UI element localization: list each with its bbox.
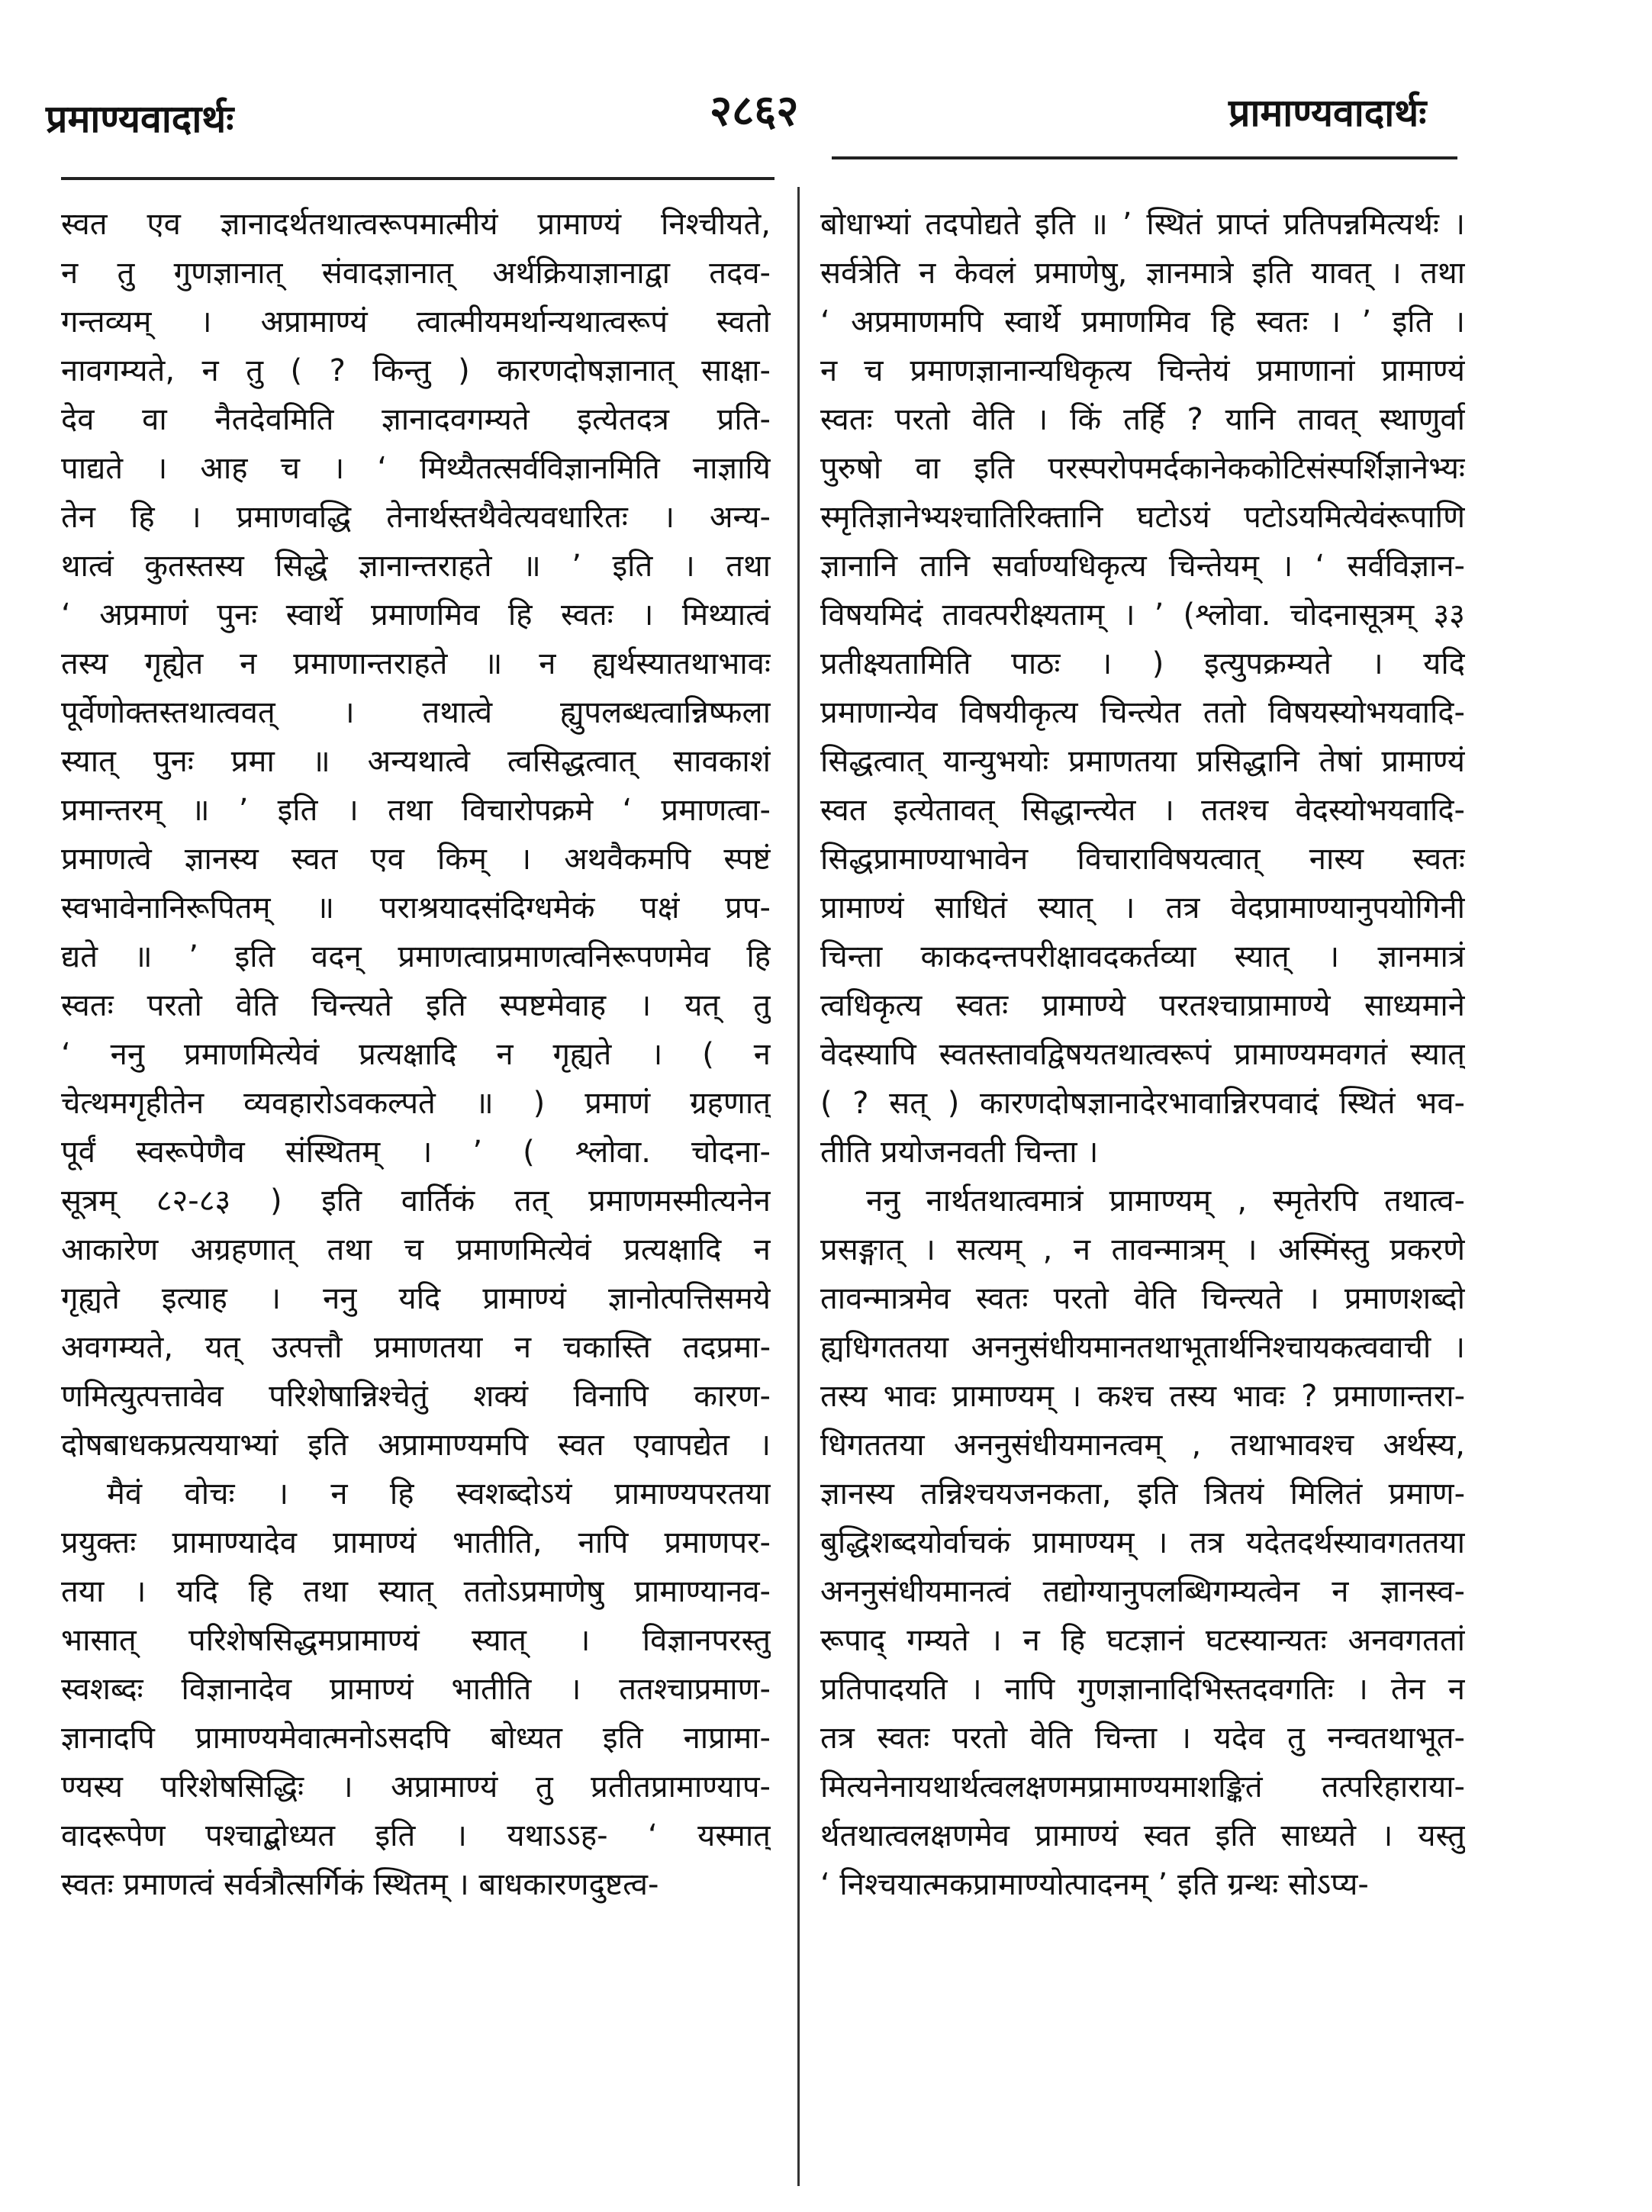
text-line: प्रमाणान्येव विषयीकृत्य चिन्त्येत ततो विषयस्योभयवादि- — [820, 695, 1465, 730]
text-line: तत्र स्वतः परतो वेति चिन्ता । यदेव तु नन्वतथाभूत- — [820, 1721, 1465, 1756]
text-line: स्वशब्दः विज्ञानादेव प्रामाण्यं भातीति । ततश्चाप्रमाण- — [61, 1672, 771, 1707]
text-line: न च प्रमाणज्ञानान्यधिकृत्य चिन्तेयं प्रमाणानां प्रामाण्यं — [820, 353, 1465, 388]
page-header — [0, 0, 1652, 160]
text-line: ननु नार्थतथात्वमात्रं प्रामाण्यम् , स्मृतेरपि तथात्व- — [866, 1183, 1465, 1219]
text-line: स्यात् पुनः प्रमा ॥ अन्यथात्वे त्वसिद्धत्वात् सावकाशं — [61, 744, 771, 779]
text-line: गन्तव्यम् । अप्रामाण्यं त्वात्मीयमर्थान्यथात्वरूपं स्वतो — [61, 304, 771, 340]
text-line: तावन्मात्रमेव स्वतः परतो वेति चिन्त्यते । प्रमाणशब्दो — [820, 1281, 1465, 1316]
text-line: स्वभावेनानिरूपितम् ॥ पराश्रयादसंदिग्धमेकं पक्षं प्रप- — [61, 890, 771, 926]
text-line: तस्य भावः प्रामाण्यम् । कश्च तस्य भावः ? प्रमाणान्तरा- — [820, 1379, 1465, 1414]
page-number: २८६२ — [710, 86, 799, 136]
running-title-right: प्रामाण्यवादार्थः — [1229, 91, 1427, 135]
text-line: सूत्रम् ८२-८३ ) इति वार्तिकं तत् प्रमाणमस्मीत्यनेन — [61, 1183, 771, 1219]
text-line: स्वतः परतो वेति । किं तर्हि ? यानि तावत् स्थाणुर्वा — [820, 402, 1465, 437]
text-line: वेदस्यापि स्वतस्तावद्विषयतथात्वरूपं प्रामाण्यमवगतं स्यात् — [820, 1037, 1465, 1072]
text-line: स्वत एव ज्ञानादर्थतथात्वरूपमात्मीयं प्रामाण्यं निश्चीयते, — [61, 207, 771, 242]
column-divider — [797, 187, 800, 2186]
text-line: गृह्यते इत्याह । ननु यदि प्रामाण्यं ज्ञानोत्पत्तिसमये — [61, 1281, 771, 1316]
text-line: मैवं वोचः । न हि स्वशब्दोऽयं प्रामाण्यपरतया — [107, 1476, 771, 1512]
text-line: ह्यधिगततया अननुसंधीयमानतथाभूतार्थनिश्चायकत्ववाची । — [820, 1330, 1465, 1365]
text-line: द्यते ॥ ’ इति वदन् प्रमाणत्वाप्रमाणत्वनिरूपणमेव हि — [61, 939, 771, 974]
text-line: प्रामाण्यं साधितं स्यात् । तत्र वेदप्रामाण्यानुपयोगिनी — [820, 890, 1465, 926]
text-line: भासात् परिशेषसिद्धमप्रामाण्यं स्यात् । विज्ञानपरस्तु — [61, 1623, 771, 1658]
text-line: चेत्थमगृहीतेन व्यवहारोऽवकल्पते ॥ ) प्रमाणं ग्रहणात् — [61, 1086, 771, 1121]
text-line: पूर्वं स्वरूपेणैव संस्थितम् । ’ ( श्लोवा. चोदना- — [61, 1135, 771, 1170]
text-line: स्वतः प्रमाणत्वं सर्वत्रौत्सर्गिकं स्थितम् । बाधकारणदुष्टत्व- — [61, 1867, 659, 1902]
text-line: आकारेण अग्रहणात् तथा च प्रमाणमित्येवं प्रत्यक्षादि न — [61, 1232, 771, 1267]
text-line: तीति प्रयोजनवती चिन्ता । — [820, 1135, 1099, 1170]
text-line: ज्ञानस्य तन्निश्चयजनकता, इति त्रितयं मिलितं प्रमाण- — [820, 1476, 1465, 1512]
text-line: सर्वत्रेति न केवलं प्रमाणेषु, ज्ञानमात्रे इति यावत् । तथा — [820, 256, 1465, 291]
text-line: सिद्धत्वात् यान्युभयोः प्रमाणतया प्रसिद्धानि तेषां प्रामाण्यं — [820, 744, 1465, 779]
text-line: ‘ अप्रमाणमपि स्वार्थे प्रमाणमिव हि स्वतः । ’ इति । — [820, 304, 1465, 340]
text-line: स्वत इत्येतावत् सिद्धान्त्येत । ततश्च वेदस्योभयवादि- — [820, 793, 1465, 828]
text-line: प्रसङ्गात् । सत्यम् , न तावन्मात्रम् । अस्मिंस्तु प्रकरणे — [820, 1232, 1465, 1267]
text-line: ज्ञानानि तानि सर्वाण्यधिकृत्य चिन्तेयम् । ‘ सर्वविज्ञान- — [820, 549, 1465, 584]
text-line: प्रतिपादयति । नापि गुणज्ञानादिभिस्तदवगतिः । तेन न — [820, 1672, 1465, 1707]
text-line: णमित्युत्पत्तावेव परिशेषान्निश्चेतुं शक्यं विनापि कारण- — [61, 1379, 771, 1414]
text-line: तस्य गृह्येत न प्रमाणान्तराहते ॥ न ह्यर्थस्यातथाभावः — [61, 646, 771, 681]
text-line: ( ? सत् ) कारणदोषज्ञानादेरभावान्निरपवादं स्थितं भव- — [820, 1086, 1465, 1121]
text-line: ण्यस्य परिशेषसिद्धिः । अप्रामाण्यं तु प्रतीतप्रामाण्याप- — [61, 1769, 771, 1805]
text-line: नावगम्यते, न तु ( ? किन्तु ) कारणदोषज्ञानात् साक्षा- — [61, 353, 771, 388]
text-line: देव वा नैतदेवमिति ज्ञानादवगम्यते इत्येतदत्र प्रति- — [61, 402, 771, 437]
text-line: चिन्ता काकदन्तपरीक्षावदकर्तव्या स्यात् । ज्ञानमात्रं — [820, 939, 1465, 974]
text-line: त्वधिकृत्य स्वतः प्रामाण्ये परतश्चाप्रामाण्ये साध्यमाने — [820, 988, 1465, 1023]
running-title-left: प्रमाण्यवादार्थः — [46, 97, 234, 141]
text-line: बोधाभ्यां तदपोद्यते इति ॥ ’ स्थितं प्राप्तं प्रतिपन्नमित्यर्थः । — [820, 207, 1465, 242]
text-line: र्थतथात्वलक्षणमेव प्रामाण्यं स्वत इति साध्यते । यस्तु — [820, 1818, 1465, 1853]
text-line: ज्ञानादपि प्रामाण्यमेवात्मनोऽसदपि बोध्यत इति नाप्रामा- — [61, 1721, 771, 1756]
text-line: पुरुषो वा इति परस्परोपमर्दकानेककोटिसंस्पर्शिज्ञानेभ्यः — [820, 451, 1465, 486]
text-line: प्रमान्तरम् ॥ ’ इति । तथा विचारोपक्रमे ‘ प्रमाणत्वा- — [61, 793, 771, 828]
text-line: बुद्धिशब्दयोर्वाचकं प्रामाण्यम् । तत्र यदेतदर्थस्यावगततया — [820, 1525, 1465, 1560]
text-line: तया । यदि हि तथा स्यात् ततोऽप्रमाणेषु प्रामाण्यानव- — [61, 1574, 771, 1609]
text-line: अवगम्यते, यत् उत्पत्तौ प्रमाणतया न चकास्ति तदप्रमा- — [61, 1330, 771, 1365]
left-column — [61, 200, 771, 1909]
text-line: स्वतः परतो वेति चिन्त्यते इति स्पष्टमेवाह । यत् तु — [61, 988, 771, 1023]
text-line: प्रतीक्ष्यतामिति पाठः । ) इत्युपक्रम्यते । यदि — [820, 646, 1465, 681]
text-line: रूपाद् गम्यते । न हि घटज्ञानं घटस्यान्यतः अनवगततां — [820, 1623, 1465, 1658]
text-line: न तु गुणज्ञानात् संवादज्ञानात् अर्थक्रियाज्ञानाद्वा तदव- — [61, 256, 771, 291]
text-line: सिद्धप्रामाण्याभावेन विचाराविषयत्वात् नास्य स्वतः — [820, 842, 1465, 877]
text-line: थात्वं कुतस्तस्य सिद्धे ज्ञानान्तराहते ॥ ’ इति । तथा — [61, 549, 771, 584]
text-line: प्रमाणत्वे ज्ञानस्य स्वत एव किम् । अथवैकमपि स्पष्टं — [61, 842, 771, 877]
text-line: पूर्वेणोक्तस्तथात्ववत् । तथात्वे ह्युपलब्धत्वान्निष्फला — [61, 695, 771, 730]
text-line: ‘ ननु प्रमाणमित्येवं प्रत्यक्षादि न गृह्यते । ( न — [61, 1037, 771, 1072]
header-rule-left — [61, 177, 774, 180]
text-line: तेन हि । प्रमाणवद्धि तेनार्थस्तथैवेत्यवधारितः । अन्य- — [61, 500, 771, 535]
text-line: ‘ निश्चयात्मकप्रामाण्योत्पादनम् ’ इति ग्रन्थः सोऽप्य- — [820, 1867, 1369, 1902]
text-line: दोषबाधकप्रत्ययाभ्यां इति अप्रामाण्यमपि स्वत एवापद्येत । — [61, 1428, 771, 1463]
text-line: मित्यनेनायथार्थत्वलक्षणमप्रामाण्यमाशङ्कितं तत्परिहाराया- — [820, 1769, 1465, 1805]
text-line: ‘ अप्रमाणं पुनः स्वार्थे प्रमाणमिव हि स्वतः । मिथ्यात्वं — [61, 597, 771, 633]
text-line: धिगततया अननुसंधीयमानत्वम् , तथाभावश्च अर्थस्य, — [820, 1428, 1465, 1463]
header-rule-right — [832, 156, 1457, 159]
text-line: वादरूपेण पश्चाद्बोध्यत इति । यथाऽऽह- ‘ यस्मात् — [61, 1818, 771, 1853]
text-line: स्मृतिज्ञानेभ्यश्चातिरिक्तानि घटोऽयं पटोऽयमित्येवंरूपाणि — [820, 500, 1465, 535]
text-line: प्रयुक्तः प्रामाण्यादेव प्रामाण्यं भातीति, नापि प्रमाणपर- — [61, 1525, 771, 1560]
text-line: पाद्यते । आह च । ‘ मिथ्यैतत्सर्वविज्ञानमिति नाज्ञायि — [61, 451, 771, 486]
text-line: अननुसंधीयमानत्वं तद्योग्यानुपलब्धिगम्यत्वेन न ज्ञानस्व- — [820, 1574, 1465, 1609]
text-line: विषयमिदं तावत्परीक्ष्यताम् । ’ (श्लोवा. चोदनासूत्रम् ३३ — [820, 597, 1465, 633]
right-column — [820, 200, 1465, 1909]
